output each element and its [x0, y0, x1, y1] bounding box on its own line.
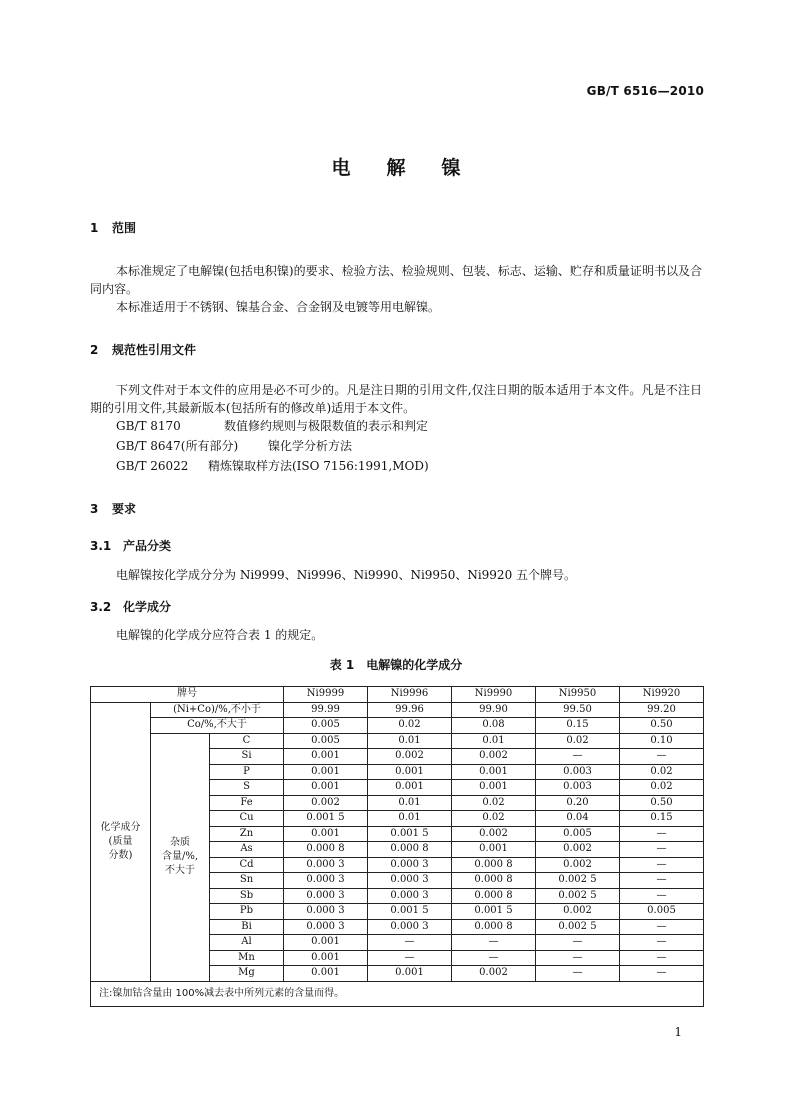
table-cell: —: [620, 919, 704, 935]
table-cell: —: [620, 749, 704, 765]
section-2-heading: [90, 341, 196, 358]
table-cell: 0.15: [536, 718, 620, 734]
document-title: 电解镍: [331, 157, 497, 179]
table-cell: 0.50: [620, 718, 704, 734]
table-cell: 0.000 3: [368, 873, 452, 889]
table-cell: —: [620, 857, 704, 873]
element-symbol: Sn: [210, 873, 284, 889]
table-cell: 0.002 5: [536, 888, 620, 904]
table-cell: —: [368, 950, 452, 966]
table-cell: 0.001: [452, 842, 536, 858]
table-cell: —: [452, 950, 536, 966]
section-number: 3.2: [90, 600, 112, 614]
standard-code: GB/T 6516—2010: [586, 84, 704, 98]
table-cell: —: [452, 935, 536, 951]
table-cell: 0.001 5: [284, 811, 368, 827]
table-cell: 0.02: [620, 780, 704, 796]
table-cell: —: [536, 966, 620, 982]
table-cell: 0.000 3: [368, 888, 452, 904]
table-cell: 0.01: [368, 795, 452, 811]
table-note-row: [91, 981, 704, 1006]
table-cell: 0.000 8: [368, 842, 452, 858]
table-cell: 0.002: [452, 826, 536, 842]
table-cell: 0.01: [452, 733, 536, 749]
table-cell: 0.10: [620, 733, 704, 749]
table-row: [91, 718, 704, 734]
element-symbol: Si: [210, 749, 284, 765]
table-cell: —: [368, 935, 452, 951]
label-line: 不大于: [165, 865, 195, 876]
reference-code: GB/T 8170: [116, 419, 181, 433]
table-cell: 0.02: [620, 764, 704, 780]
table-cell: 0.002: [536, 904, 620, 920]
table-cell: 0.001: [452, 780, 536, 796]
table-cell: 0.001 5: [368, 826, 452, 842]
grade-header-cell: Ni9950: [536, 687, 620, 703]
reference-code: GB/T 26022: [116, 459, 189, 473]
chemical-composition-table: [90, 686, 704, 1007]
table-cell: 0.000 8: [452, 919, 536, 935]
label-line: (质量: [108, 835, 133, 847]
table-cell: 0.003: [536, 764, 620, 780]
label-line: 分数): [108, 849, 133, 861]
element-symbol: As: [210, 842, 284, 858]
grade-header-cell: 牌号: [91, 687, 284, 703]
element-symbol: Fe: [210, 795, 284, 811]
section-3-1-heading: [90, 537, 171, 554]
table-cell: 0.000 3: [368, 857, 452, 873]
element-symbol: Cu: [210, 811, 284, 827]
composition-group-label: [91, 702, 151, 981]
table-cell: 0.000 3: [284, 873, 368, 889]
table-cell: 0.002 5: [536, 873, 620, 889]
table-cell: 0.002: [452, 749, 536, 765]
table-note: 注:镍加钴含量由 100%减去表中所列元素的含量而得。: [91, 981, 704, 1006]
element-symbol: S: [210, 780, 284, 796]
table-cell: 0.000 8: [284, 842, 368, 858]
table-cell: 0.02: [368, 718, 452, 734]
table-cell: 99.99: [284, 702, 368, 718]
table-cell: 0.003: [536, 780, 620, 796]
reference-item: [116, 417, 428, 434]
reference-item: [116, 437, 352, 454]
table-cell: 0.08: [452, 718, 536, 734]
section-2-paragraph-1: 下列文件对于本文件的应用是必不可少的。凡是注日期的引用文件,仅注日期的版本适用于本文件。凡是不注日期的引用文件,其最新版本(包括所有的修改单)适用于本文件。: [90, 383, 702, 415]
section-title: 规范性引用文件: [112, 343, 197, 357]
table-cell: —: [620, 842, 704, 858]
table-cell: 0.20: [536, 795, 620, 811]
table-cell: 99.50: [536, 702, 620, 718]
element-symbol: Bi: [210, 919, 284, 935]
label-line: 含量/%,: [161, 851, 199, 862]
section-1-paragraph-2: 本标准适用于不锈钢、镍基合金、合金钢及电镀等用电解镍。: [116, 300, 441, 314]
section-number: 3: [90, 502, 99, 516]
table-cell: 0.001: [284, 764, 368, 780]
table-cell: 0.002: [452, 966, 536, 982]
element-symbol: Cd: [210, 857, 284, 873]
element-symbol: Zn: [210, 826, 284, 842]
table-cell: 0.002: [536, 857, 620, 873]
section-3-2-heading: [90, 598, 171, 615]
element-symbol: Sb: [210, 888, 284, 904]
label-line: 杂质: [170, 837, 190, 848]
table-cell: 0.000 8: [452, 873, 536, 889]
impurity-row: [91, 733, 704, 749]
element-symbol: P: [210, 764, 284, 780]
table-cell: 0.001 5: [368, 904, 452, 920]
table-cell: —: [620, 935, 704, 951]
table-cell: —: [620, 966, 704, 982]
table-cell: 0.001: [284, 935, 368, 951]
table-cell: 0.005: [284, 718, 368, 734]
section-3-2-paragraph: 电解镍的化学成分应符合表 1 的规定。: [116, 628, 324, 642]
impurity-group-label: [151, 733, 210, 981]
table-cell: —: [620, 888, 704, 904]
section-title: 范围: [112, 221, 137, 235]
table-cell: —: [536, 950, 620, 966]
table-cell: 0.001: [368, 764, 452, 780]
table-cell: 0.001: [284, 966, 368, 982]
row-label: (Ni+Co)/%,不小于: [151, 702, 284, 718]
table-cell: 0.000 3: [368, 919, 452, 935]
table-cell: 99.20: [620, 702, 704, 718]
table-cell: 0.001: [284, 826, 368, 842]
table-cell: 0.005: [536, 826, 620, 842]
table-cell: 0.000 8: [452, 857, 536, 873]
table-cell: 0.000 3: [284, 904, 368, 920]
table-cell: 0.000 3: [284, 857, 368, 873]
table-cell: 0.005: [284, 733, 368, 749]
table-cell: 0.01: [368, 733, 452, 749]
grade-header-cell: Ni9990: [452, 687, 536, 703]
table-cell: 0.000 8: [452, 888, 536, 904]
label-line: 化学成分: [100, 821, 141, 833]
table-cell: 0.04: [536, 811, 620, 827]
element-symbol: C: [210, 733, 284, 749]
table-cell: 0.001 5: [452, 904, 536, 920]
reference-item: [116, 457, 429, 474]
table-cell: 0.002 5: [536, 919, 620, 935]
section-title: 要求: [112, 502, 137, 516]
section-number: 3.1: [90, 539, 112, 553]
section-3-heading: [90, 500, 136, 517]
page-number: 1: [674, 1025, 682, 1039]
table-cell: 0.02: [536, 733, 620, 749]
section-3-1-paragraph: 电解镍按化学成分分为 Ni9999、Ni9996、Ni9990、Ni9950、Ni9920 五个牌号。: [116, 568, 577, 582]
reference-title: 镍化学分析方法: [268, 439, 353, 453]
section-title: 产品分类: [123, 539, 172, 553]
table-cell: 0.001: [368, 780, 452, 796]
table-cell: —: [620, 950, 704, 966]
reference-title: 数值修约规则与极限数值的表示和判定: [224, 419, 429, 433]
reference-title: 精炼镍取样方法(ISO 7156:1991,MOD): [208, 459, 429, 473]
table-cell: 0.02: [452, 811, 536, 827]
section-1-heading: [90, 219, 136, 236]
table-cell: 0.001: [284, 780, 368, 796]
element-symbol: Pb: [210, 904, 284, 920]
table-cell: 0.002: [284, 795, 368, 811]
table-row: [91, 702, 704, 718]
table-cell: —: [620, 826, 704, 842]
table-cell: 0.000 3: [284, 888, 368, 904]
grade-header-cell: Ni9999: [284, 687, 368, 703]
table-cell: 0.02: [452, 795, 536, 811]
table-cell: —: [536, 935, 620, 951]
element-symbol: Al: [210, 935, 284, 951]
table-cell: 99.96: [368, 702, 452, 718]
grade-header-cell: Ni9996: [368, 687, 452, 703]
table-cell: 0.000 3: [284, 919, 368, 935]
grade-header-cell: Ni9920: [620, 687, 704, 703]
table-cell: 99.90: [452, 702, 536, 718]
table-cell: 0.15: [620, 811, 704, 827]
table-cell: 0.01: [368, 811, 452, 827]
table-cell: —: [620, 873, 704, 889]
section-title: 化学成分: [123, 600, 172, 614]
section-1-paragraph-1: 本标准规定了电解镍(包括电积镍)的要求、检验方法、检验规则、包装、标志、运输、贮存和质量证明书以及合同内容。: [90, 264, 702, 296]
table-cell: 0.50: [620, 795, 704, 811]
table-cell: 0.001: [284, 749, 368, 765]
row-label: Co/%,不大于: [151, 718, 284, 734]
table-caption: 表 1 电解镍的化学成分: [329, 658, 463, 672]
table-cell: 0.001: [452, 764, 536, 780]
section-number: 1: [90, 221, 99, 235]
table-cell: —: [536, 749, 620, 765]
table-cell: 0.002: [536, 842, 620, 858]
table-header-row: [91, 687, 704, 703]
table-cell: 0.002: [368, 749, 452, 765]
element-symbol: Mn: [210, 950, 284, 966]
element-symbol: Mg: [210, 966, 284, 982]
table-cell: 0.001: [284, 950, 368, 966]
table-cell: 0.001: [368, 966, 452, 982]
table-cell: 0.005: [620, 904, 704, 920]
section-number: 2: [90, 343, 99, 357]
reference-code: GB/T 8647(所有部分): [116, 439, 239, 453]
